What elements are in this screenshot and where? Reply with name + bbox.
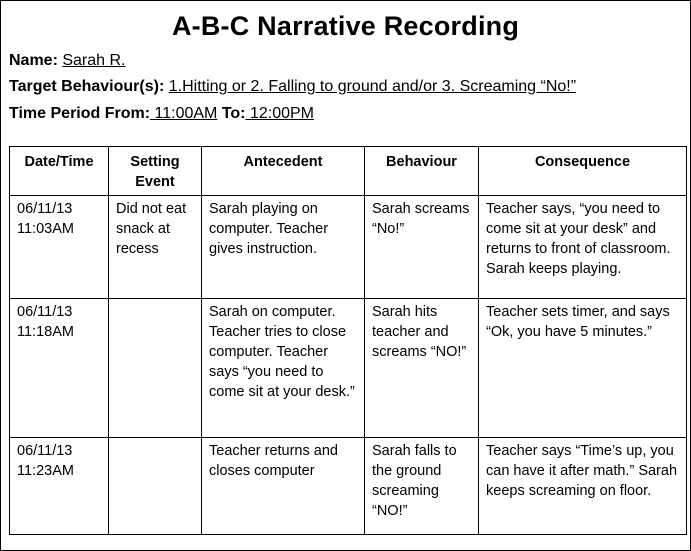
- header-consequence: Consequence: [479, 147, 687, 196]
- time-to-value: 12:00PM: [245, 105, 314, 122]
- cell-date-time: [10, 438, 109, 535]
- table-row: [10, 438, 687, 535]
- time-to-label: To:: [221, 105, 246, 122]
- target-behaviour-label: Target Behaviour(s):: [9, 78, 165, 95]
- cell-behaviour: Sarah screams “No!”: [365, 196, 479, 299]
- cell-antecedent: Teacher returns and closes computer: [202, 438, 365, 535]
- table-row: [10, 299, 687, 438]
- cell-setting-event: [109, 299, 202, 438]
- cell-date: 06/11/13: [17, 201, 73, 217]
- cell-antecedent: Sarah on computer. Teacher tries to close computer. Teacher says “you need to come sit at your desk.”: [202, 299, 365, 438]
- target-behaviour-line: [9, 78, 576, 96]
- name-value: Sarah R.: [62, 52, 126, 69]
- page-title: A-B-C Narrative Recording: [171, 11, 520, 41]
- cell-behaviour: Sarah falls to the ground screaming “NO!”: [365, 438, 479, 535]
- cell-time: 11:03AM: [17, 221, 74, 237]
- header-date-time: Date/Time: [10, 147, 109, 196]
- header-antecedent: Antecedent: [202, 147, 365, 196]
- cell-consequence: Teacher sets timer, and says “Ok, you have 5 minutes.”: [479, 299, 687, 438]
- cell-date: 06/11/13: [17, 443, 73, 459]
- cell-antecedent: Sarah playing on computer. Teacher gives instruction.: [202, 196, 365, 299]
- cell-time: 11:18AM: [17, 324, 74, 340]
- time-from-label: Time Period From:: [9, 105, 151, 122]
- time-period-line: [9, 105, 314, 123]
- cell-date: 06/11/13: [17, 304, 73, 320]
- cell-consequence: Teacher says “Time’s up, you can have it after math.” Sarah keeps screaming on floor.: [479, 438, 687, 535]
- header-behaviour: Behaviour: [365, 147, 479, 196]
- time-from-value: 11:00AM: [150, 105, 218, 122]
- cell-date-time: [10, 299, 109, 438]
- cell-setting-event: [109, 438, 202, 535]
- cell-time: 11:23AM: [17, 463, 74, 479]
- table-row: [10, 196, 687, 299]
- cell-consequence: Teacher says, “you need to come sit at your desk” and returns to front of classroom. Sarah keeps playing.: [479, 196, 687, 299]
- cell-setting-event: Did not eat snack at recess: [109, 196, 202, 299]
- target-behaviour-value: 1.Hitting or 2. Falling to ground and/or 3. Screaming “No!”: [168, 78, 577, 95]
- name-label: Name:: [9, 52, 58, 69]
- abc-table: [9, 146, 687, 535]
- name-line: [9, 52, 126, 70]
- cell-behaviour: Sarah hits teacher and screams “NO!”: [365, 299, 479, 438]
- cell-date-time: [10, 196, 109, 299]
- header-setting-event: Setting Event: [109, 147, 202, 196]
- table-header-row: [10, 147, 687, 196]
